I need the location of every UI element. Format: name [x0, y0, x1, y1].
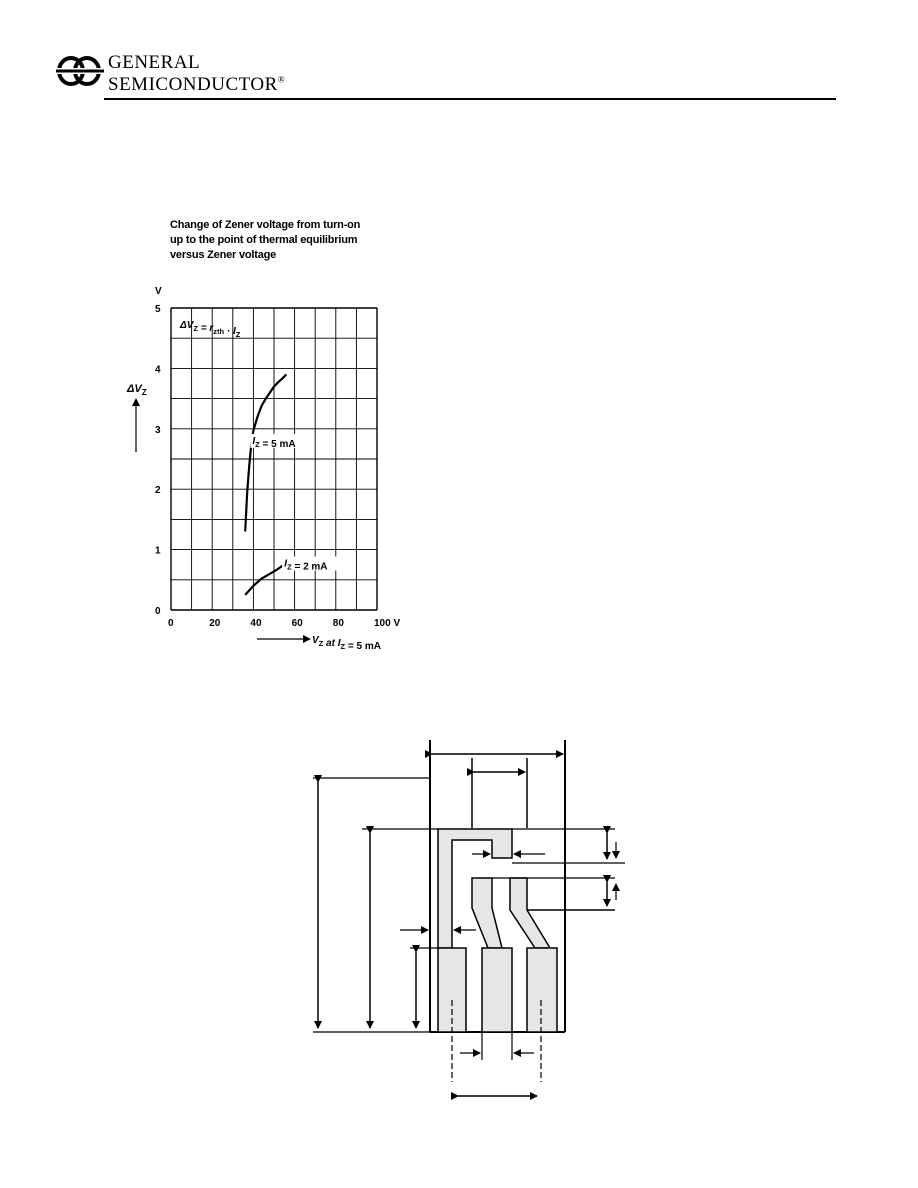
x-tick-label: 100 V: [374, 618, 401, 629]
y-tick-label: 4: [155, 364, 161, 376]
curve-label: $I_Z = 5$ mA: [252, 435, 296, 450]
pad-right-trace: [510, 878, 550, 948]
x-tick-label: 20: [209, 618, 221, 629]
y-tick-label: 5: [155, 304, 161, 315]
package-dimension-drawing: [0, 730, 918, 1130]
x-tick-label: 0: [168, 618, 174, 629]
caption-line: Change of Zener voltage from turn-on: [170, 219, 361, 231]
caption-line: up to the point of thermal equilibrium: [170, 234, 358, 246]
series-line-1: [245, 374, 286, 531]
x-tick-label: 60: [291, 618, 303, 629]
pad-mid-trace: [472, 878, 502, 948]
series-line-2: [245, 566, 282, 595]
y-tick-label: 1: [155, 545, 161, 557]
x-tick-label: 40: [250, 618, 262, 629]
brand-line-semiconductor: SEMICONDUCTOR®: [108, 74, 286, 95]
y-axis-label: $\Delta V_Z$: [127, 383, 147, 397]
chart-axes: [126, 286, 400, 652]
brand-line-general: GENERAL: [108, 52, 201, 73]
y-unit-label: V: [155, 286, 162, 297]
y-axis-arrow-head: [132, 398, 140, 406]
x-tick-label: 80: [332, 618, 344, 629]
registered-mark: ®: [277, 74, 286, 85]
lead-pad-3: [527, 948, 557, 1032]
chart-curves: [245, 374, 286, 595]
caption-line: versus Zener voltage: [170, 249, 277, 261]
curve-label: $I_Z = 2$ mA: [284, 558, 328, 573]
chart-grid: [171, 308, 377, 610]
y-tick-label: 2: [155, 485, 161, 497]
chart-labels: [179, 320, 344, 573]
y-tick-label: 3: [155, 424, 161, 436]
y-tick-label: 0: [155, 606, 161, 617]
formula-label: $\Delta V_Z = r_{zth} \cdot I_Z$: [180, 320, 241, 339]
lead-pad-2: [482, 948, 512, 1032]
x-axis-arrow-head: [303, 635, 311, 643]
x-axis-label: $V_Z$ at $I_Z = 5$ mA: [312, 635, 381, 652]
